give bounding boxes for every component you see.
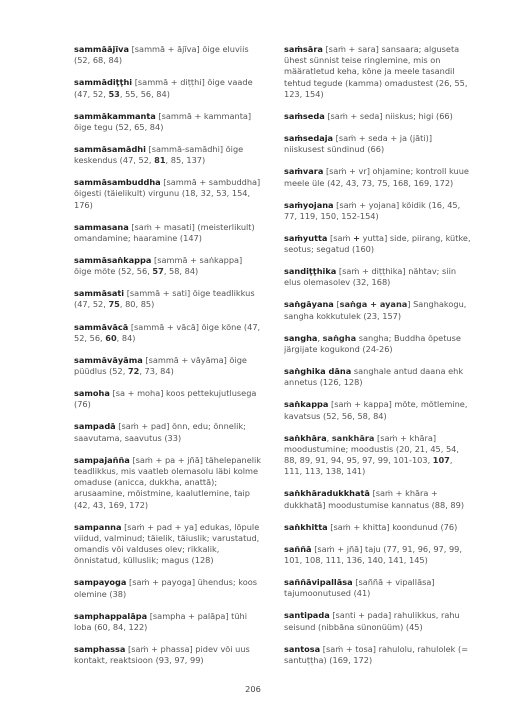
entry-text: [ (333, 299, 340, 310)
entry-text: [sammā-samādhi] õige keskendus (47, 52, (74, 143, 244, 166)
entry-text: , 58, 84) (163, 266, 199, 277)
entry-text: [saṁ + khāra] moodustumine; moodustis (20, 21, 45, 54, 88, 89, 91, 94, 95, 97, 99, 101-103, (284, 432, 459, 466)
glossary-entry (74, 611, 262, 633)
entry-text: [sammā + vācā] õige kõne (47, 52, 56, (74, 321, 261, 343)
entry-bold-text: 72 (127, 366, 140, 377)
glossary-entry (74, 455, 262, 511)
glossary-entry (74, 577, 262, 599)
entry-bold-text: + (353, 232, 360, 243)
entry-term: sampajañña (74, 454, 130, 465)
entry-text: , (326, 432, 332, 443)
entry-text: [saṁ + payoga] ühendus; koos olemine (38) (74, 577, 257, 599)
entry-text: [sammā + sati] õige teadlikkus (47, 52, (74, 288, 255, 310)
entry-term: samphappalāpa (74, 610, 148, 621)
glossary-entry (74, 355, 262, 377)
glossary-entry (284, 166, 472, 188)
entry-text: [saṁ + pa + jñā] tähelepanelik teadlikkus, mis vaatleb olemasolu läbi kolme omaduse (anicca, dukkha, anattā); arusaamine, mõistmine, kaalutlemine, taip (42, 43, 169, 172) (74, 454, 262, 510)
entry-text: [saṁ + pad + ya] edukas, lõpule viidud, valminud; täielik, täiuslik; varustatud, omandis või valduses olev; rikkalik, õnnistatud, külluslik; magus (128) (74, 521, 260, 566)
glossary-entry (284, 610, 472, 632)
glossary-entry (74, 522, 262, 567)
entry-term: sammāājīva (74, 44, 129, 54)
glossary-entry (74, 255, 262, 277)
glossary-entry (284, 133, 472, 155)
entry-text: sangha; Buddha õpetuse järgijate kogukond (24-26) (284, 332, 461, 354)
glossary-entry (74, 144, 262, 166)
entry-term: sammāsaṅkappa (74, 254, 152, 265)
page-number: 206 (245, 684, 261, 694)
entry-text: [saṁ + vr] ohjamine; kontroll kuue meele üle (42, 43, 73, 75, 168, 169, 172) (284, 166, 469, 188)
entry-text: [saññā + vipallāsa] tajumoonutused (41) (284, 577, 435, 599)
entry-term: sampayoga (74, 577, 127, 588)
entry-term: santipada (284, 610, 330, 621)
entry-text: [sampha + palāpa] tühi loba (60, 84, 122) (74, 610, 248, 632)
glossary-entry (74, 288, 262, 310)
entry-text: [saṁ + seda] niiskus; higi (66) (324, 110, 453, 121)
entry-term: sammāsambuddha (74, 177, 161, 188)
glossary-entry (284, 299, 472, 321)
entry-term: saññā (284, 543, 312, 554)
entry-term: sammāsati (74, 288, 125, 299)
entry-term: saṅkhāra (284, 432, 327, 443)
entry-bold-text: saṅgha (322, 332, 357, 343)
glossary-entry (284, 577, 472, 599)
glossary-entry (284, 433, 472, 478)
entry-term: sammasana (74, 221, 129, 232)
glossary-entry (74, 222, 262, 244)
entry-text: , (317, 332, 323, 343)
glossary-entry (74, 77, 262, 99)
entry-text: , 55, 56, 84) (119, 88, 170, 99)
entry-text: [sa + moha] koos pettekujutlusega (76) (74, 388, 257, 410)
glossary-entry (284, 233, 472, 255)
entry-term: saṅkappa (284, 399, 329, 410)
glossary-entry (284, 366, 472, 388)
entry-text: [sammā + saṅkappa] õige mõte (52, 56, (74, 254, 243, 277)
entry-term: santosa (284, 643, 321, 654)
glossary-entry (284, 522, 472, 533)
entry-term: saṁsedaja (284, 133, 334, 143)
entry-term: saṁyojana (284, 199, 334, 210)
glossary-left-column (74, 44, 262, 677)
entry-text: [sammā + sambuddha] õigesti (täielikult) virgunu (18, 32, 53, 154, 176) (74, 177, 261, 210)
entry-term: sampanna (74, 521, 122, 532)
entry-text: [sammā + diṭṭhi] õige vaade (47, 52, (74, 77, 253, 99)
entry-term: samphassa (74, 643, 126, 654)
glossary-entry (74, 644, 262, 666)
entry-text: , 111, 113, 138, 141) (284, 455, 453, 477)
entry-bold-text: 57 (152, 266, 164, 277)
entry-text: [saṁ + kappa] mõte, mõtlemine, kavatsus (52, 56, 58, 84) (284, 399, 468, 421)
glossary-right-column (284, 44, 472, 677)
entry-term: saṅgāyana (284, 299, 334, 310)
glossary-entry (284, 399, 472, 421)
glossary-entry (74, 177, 262, 211)
entry-text: [sammā + kammanta] õige tegu (52, 65, 84) (74, 110, 252, 132)
glossary-entry (284, 111, 472, 122)
entry-text: [saṁ + sara] sansaara; alguseta ühest sünnist teise ringlemine, mis on määratletud keha, kõne ja meele tasandil tehtud tegude (kamma) omadustest (26, 55, 123, 154) (284, 44, 468, 99)
entry-text: [saṁ + pad] õnn, edu; õnnelik; saavutama, saavutus (33) (74, 421, 246, 443)
entry-text: , 84) (116, 332, 136, 343)
glossary-entry (74, 388, 262, 410)
entry-bold-text: 75 (108, 299, 120, 310)
glossary-entry (284, 333, 472, 355)
glossary-entry (284, 200, 472, 222)
entry-term: samoha (74, 388, 110, 399)
glossary-entry (74, 44, 262, 66)
entry-bold-text: saṅga + ayana (339, 299, 408, 310)
entry-term: sammāvāyāma (74, 354, 143, 365)
entry-term: sampadā (74, 421, 116, 432)
entry-term: saṅghika dāna (284, 366, 352, 377)
entry-text: [saṁ + yojana] köidik (16, 45, 77, 119, 150, 152-154) (284, 199, 461, 221)
entry-text: , 85, 137) (165, 155, 206, 166)
entry-text: yutta] side, piirang, kütke, seotus; segatud (160) (284, 232, 471, 255)
entry-text: [sammā + vāyāma] õige püüdlus (52, (74, 354, 247, 377)
entry-text: [saṁ + khitta] koondunud (76) (327, 521, 458, 532)
glossary-entry (284, 644, 472, 666)
glossary-entry (284, 266, 472, 288)
entry-term: sammādiṭṭhi (74, 77, 133, 88)
entry-term: saṁseda (284, 110, 325, 121)
glossary-entry (74, 111, 262, 133)
glossary-entry (284, 44, 472, 100)
entry-text: [saṁ + phassa] pidev või uus kontakt, reaktsioon (93, 97, 99) (74, 643, 250, 666)
entry-text: [santi + pada] rahulikkus, rahu seisund (nibbāna sünonüüm) (45) (284, 610, 460, 632)
entry-term: sammāvācā (74, 321, 129, 332)
entry-text: [saṁ + khāra + dukkhatā] moodustumise kannatus (88, 89) (284, 488, 465, 510)
entry-bold-text: 107 (432, 455, 450, 466)
entry-text: sanghale antud daana ehk annetus (126, 128) (284, 366, 464, 388)
entry-term: sandiṭṭhika (284, 266, 337, 277)
entry-text: ] Sanghakogu, sangha kokkutulek (23, 157) (284, 299, 467, 321)
entry-term: saṁvara (284, 166, 324, 177)
entry-term: sangha (284, 332, 318, 343)
entry-text: [saṁ (327, 232, 354, 243)
entry-text: [sammā + ājīva] õige eluviis (52, 68, 84) (74, 44, 249, 66)
glossary-entry (74, 421, 262, 443)
entry-term: saṅkhitta (284, 521, 328, 532)
entry-bold-text: 60 (105, 332, 117, 343)
entry-text: [saṁ + masati] (meisterlikult) omandamine; haaramine (147) (74, 221, 255, 243)
entry-bold-text: 81 (154, 155, 166, 166)
entry-term: saññāvipallāsa (284, 577, 353, 588)
entry-term: sammāsamādhi (74, 143, 146, 154)
entry-text: [saṁ + diṭṭhika] nähtav; siin elus olemasolev (32, 168) (284, 266, 457, 288)
entry-text: , 73, 84) (139, 366, 174, 377)
entry-term: sammākammanta (74, 110, 156, 121)
entry-bold-text: sankhāra (331, 432, 375, 443)
entry-text: , 80, 85) (119, 299, 155, 310)
entry-bold-text: 53 (108, 88, 120, 99)
entry-text: [saṁ + tosa] rahulolu, rahulolek (= santuṭṭha) (169, 172) (284, 643, 469, 665)
entry-term: saṁyutta (284, 232, 328, 243)
entry-text: [saṁ + jñā] taju (77, 91, 96, 97, 99, 101, 108, 111, 136, 140, 141, 145) (284, 543, 462, 565)
glossary-entry (74, 322, 262, 344)
entry-term: saṅkhāradukkhatā (284, 488, 370, 499)
glossary-entry (284, 488, 472, 510)
entry-term: saṁsāra (284, 44, 323, 54)
glossary-entry (284, 544, 472, 566)
entry-text: [saṁ + seda + ja (jāti)] niiskusest sündinud (66) (284, 133, 433, 155)
